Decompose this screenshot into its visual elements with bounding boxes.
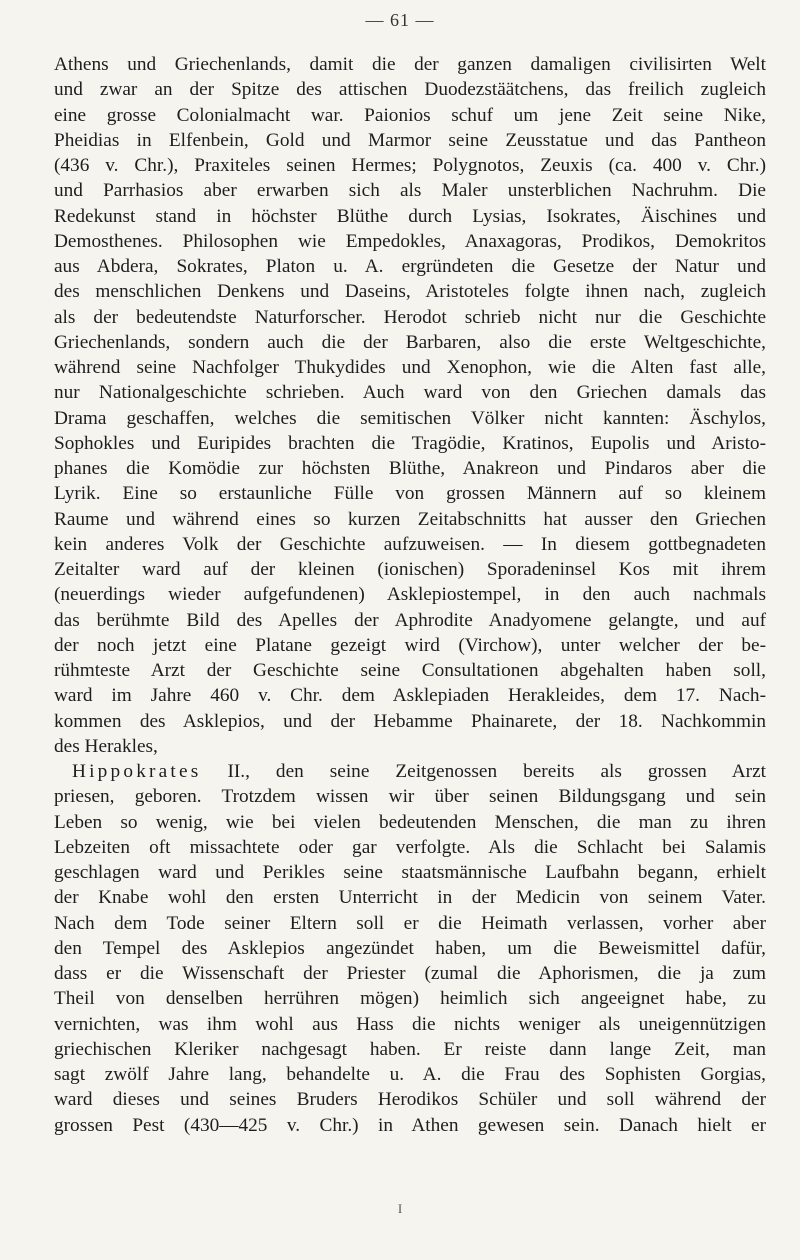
text-line: (neuerdings wieder aufgefundenen) Asklepiostempel, in den auch nachmals [54, 584, 766, 606]
paragraph-2-first-line [54, 759, 766, 784]
text-line: sagt zwölf Jahre lang, behandelte u. A. die Frau des Sophisten Gorgias, [54, 1064, 766, 1085]
text-line: Theil von denselben herrühren mögen) heimlich sich angeeignet habe, zu [54, 988, 766, 1010]
page-number: — 61 — [365, 10, 435, 30]
text-line: Raume und während eines so kurzen Zeitabschnitts hat ausser den Griechen [54, 508, 766, 530]
text-line: und Parrhasios aber erwarben sich als Maler unsterblichen Nachruhm. Die [54, 180, 766, 202]
body-text [54, 52, 766, 1138]
text-line: aus Abdera, Sokrates, Platon u. A. ergründeten die Gesetze der Natur und [54, 256, 766, 277]
text-line: kein anderes Volk der Geschichte aufzuweisen. — In diesem gottbegnadeten [54, 533, 766, 555]
text-line: und zwar an der Spitze des attischen Duodezstäätchens, das freilich zugleich [54, 79, 766, 101]
text-line: vernichten, was ihm wohl aus Hass die nichts weniger als uneigennützigen [54, 1013, 766, 1035]
text-line: ward dieses und seines Bruders Herodikos Schüler und soll während der [54, 1089, 766, 1111]
text-line: Zeitalter ward auf der kleinen (ionischen) Sporadeninsel Kos mit ihrem [54, 559, 766, 580]
text-line: das berühmte Bild des Apelles der Aphrodite Anadyomene gelangte, und auf [54, 609, 766, 631]
text-line: Demosthenes. Philosophen wie Empedokles, Anaxagoras, Prodikos, Demokritos [54, 230, 766, 252]
text-line: Lyrik. Eine so erstaunliche Fülle von grossen Männern auf so kleinem [54, 483, 766, 505]
text-line: Drama geschaffen, welches die semitischen Völker nicht kannten: Äschylos, [54, 407, 766, 429]
text-line: griechischen Kleriker nachgesagt haben. Er reiste dann lange Zeit, man [54, 1038, 766, 1060]
paragraph-2 [54, 759, 766, 1138]
text-line: während seine Nachfolger Thukydides und Xenophon, wie die Alten fast alle, [54, 357, 766, 378]
text-line: grossen Pest (430—425 v. Chr.) in Athen gewesen sein. Danach hielt er [54, 1114, 766, 1136]
paragraph-1 [54, 52, 766, 759]
text-line: eine grosse Colonialmacht war. Paionios schuf um jene Zeit seine Nike, [54, 104, 766, 126]
text-line: Lebzeiten oft missachtete oder gar verfolgte. Als die Schlacht bei Salamis [54, 836, 766, 858]
text-line: Pheidias in Elfenbein, Gold und Marmor seine Zeusstatue und das Pantheon [54, 129, 766, 151]
text-line: den Tempel des Asklepios angezündet haben, um die Beweismittel dafür, [54, 937, 766, 959]
text-line: nur Nationalgeschichte schrieben. Auch ward von den Griechen damals das [54, 382, 766, 404]
text-line: als der bedeutendste Naturforscher. Herodot schrieb nicht nur die Geschichte [54, 306, 766, 328]
text-line: Leben so wenig, wie bei vielen bedeutenden Menschen, die man zu ihren [54, 811, 766, 833]
text-line: Athens und Griechenlands, damit die der ganzen damaligen civilisirten Welt [54, 54, 766, 75]
text-line: der Knabe wohl den ersten Unterricht in der Medicin von seinem Vater. [54, 887, 766, 909]
text-line: rühmteste Arzt der Geschichte seine Consultationen abgehalten haben soll, [54, 660, 766, 681]
text-line: kommen des Asklepios, und der Hebamme Phainarete, der 18. Nachkommin [54, 710, 766, 732]
text-line: ward im Jahre 460 v. Chr. dem Asklepiaden Herakleides, dem 17. Nach- [54, 685, 766, 707]
text-line: Redekunst stand in höchster Blüthe durch Lysias, Isokrates, Äischines und [54, 205, 766, 227]
text-line: (436 v. Chr.), Praxiteles seinen Hermes; Polygnotos, Zeuxis (ca. 400 v. Chr.) [54, 155, 766, 176]
text-line: priesen, geboren. Trotzdem wissen wir über seinen Bildungsgang und sein [54, 786, 766, 808]
footer-signature-mark: I [397, 1201, 403, 1216]
hippokrates-name: Hippokrates [72, 761, 202, 782]
text-line: Griechenlands, sondern auch die der Barbaren, also die erste Weltgeschichte, [54, 331, 766, 353]
text-line: geschlagen ward und Perikles seine staatsmännische Laufbahn begann, erhielt [54, 862, 766, 883]
text-line: des Herakles, [54, 735, 158, 757]
text-line: Nach dem Tode seiner Eltern soll er die Heimath verlassen, vorher aber [54, 912, 766, 934]
text-line: der noch jetzt eine Platane gezeigt wird (Virchow), unter welcher der be- [54, 634, 766, 656]
text-line: dass er die Wissenschaft der Priester (zumal die Aphorismen, die ja zum [54, 963, 766, 984]
text-line: des menschlichen Denkens und Daseins, Aristoteles folgte ihnen nach, zugleich [54, 281, 766, 303]
text-line: phanes die Komödie zur höchsten Blüthe, Anakreon und Pindaros aber die [54, 458, 766, 479]
first-line-rest: II., den seine Zeitgenossen bereits als grossen Arzt [201, 761, 766, 782]
text-line: Sophokles und Euripides brachten die Tragödie, Kratinos, Eupolis und Aristo- [54, 432, 766, 454]
